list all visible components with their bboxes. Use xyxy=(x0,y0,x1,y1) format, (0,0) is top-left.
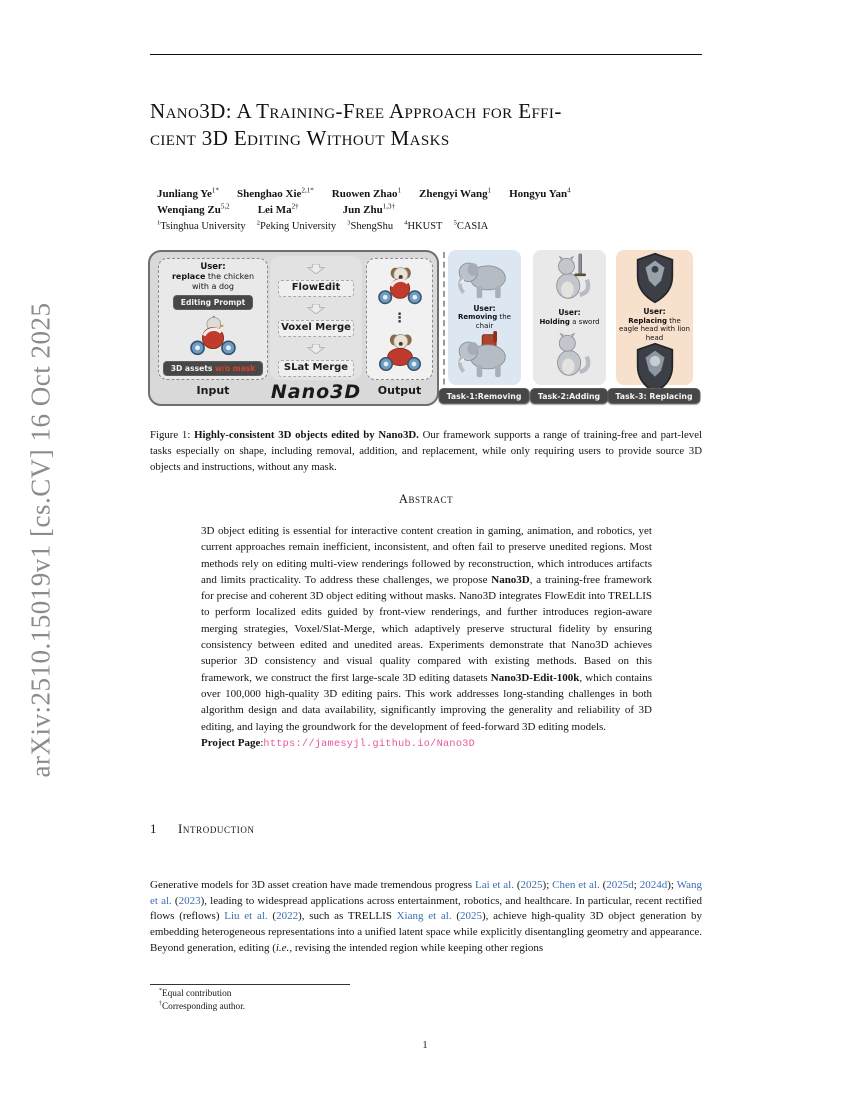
arxiv-watermark: arXiv:2510.15019v1 [cs.CV] 16 Oct 2025 xyxy=(25,302,56,778)
citation-link[interactable]: 2025 xyxy=(520,879,543,891)
down-arrow-icon xyxy=(305,299,327,318)
task-3-panel xyxy=(616,250,693,385)
text-segment: ShengShu xyxy=(350,221,394,232)
chicken-toy-car-image xyxy=(187,312,239,360)
text-segment: the chair xyxy=(475,313,511,330)
paper-title xyxy=(150,98,710,152)
authors-line-2 xyxy=(157,202,712,218)
citation-link[interactable]: 2022 xyxy=(276,910,299,923)
citation-link[interactable]: 2023 xyxy=(178,894,201,907)
task-2-instruction: User: Holding a sword xyxy=(539,308,600,326)
footnotes xyxy=(150,988,550,1013)
text-segment: 1 xyxy=(157,219,161,227)
authors-line-1 xyxy=(157,186,712,202)
text-segment: 3 xyxy=(347,219,351,227)
text-segment: ( xyxy=(267,910,277,923)
elephant-image xyxy=(454,252,516,304)
text-segment: Nano3D-Edit-100k xyxy=(490,671,580,684)
citation-link[interactable]: 2025 xyxy=(460,910,483,923)
input-prompt-line-2: with a dog xyxy=(191,282,234,291)
text-segment: ( xyxy=(451,910,461,923)
affiliations xyxy=(157,219,712,235)
output-panel xyxy=(366,258,433,380)
elephant-with-chair-image xyxy=(454,331,516,383)
abstract-heading: Abstract xyxy=(398,492,454,506)
text-segment: 1 xyxy=(487,186,492,195)
citation-link[interactable]: Lai et al. xyxy=(474,879,514,891)
text-segment: w/o mask xyxy=(215,364,256,373)
task-3-instruction: User: Replacing the eagle head with lion head xyxy=(619,307,690,342)
text-segment: Jun Zhu xyxy=(342,204,383,216)
shield-eagle-image xyxy=(632,252,678,308)
editing-prompt-badge: Editing Prompt xyxy=(173,295,253,310)
text-segment: Our framework supports a range of training-free and part-level tasks especially on shape, including removal, addition, and replacement, while only requiring users to provide source 3D objects and instructions, without any mask. xyxy=(150,429,702,473)
text-segment: 5,2 xyxy=(220,202,230,211)
figure-divider xyxy=(443,252,445,404)
section-title: Introduction xyxy=(178,821,255,836)
text-segment: Nano3D xyxy=(491,573,530,586)
citation-link[interactable]: 2025d xyxy=(606,879,634,891)
text-segment: the eagle head with lion head xyxy=(619,316,690,342)
dragon-image xyxy=(546,329,594,383)
citation-link[interactable]: Wang et al. xyxy=(150,879,702,907)
text-segment: * xyxy=(159,987,162,994)
task-1-panel xyxy=(448,250,521,385)
text-segment: Ruowen Zhao xyxy=(331,188,398,200)
text-segment: 2 xyxy=(256,219,261,227)
text-segment: Removing xyxy=(458,313,498,322)
pipeline-step-slat-merge: SLat Merge xyxy=(278,360,354,377)
project-page-line xyxy=(201,735,652,753)
text-segment: , which contains over 100,000 high-quality 3D editing pairs. This work addresses long-standing challenges in both algorithm design and data availability, significantly improving the generality and reliability of 3D editing, and laying the groundwork for the development of feed-forward 3D editing models. xyxy=(201,671,652,733)
text-segment: , revising the intended region while keeping other regions xyxy=(289,941,544,954)
text-segment: Zhengyi Wang xyxy=(419,188,488,200)
citation-link[interactable]: Liu et al. xyxy=(224,910,268,923)
text-segment: 4 xyxy=(404,219,408,227)
text-segment: Generative models for 3D asset creation have made tremendous progress xyxy=(150,879,475,891)
text-segment: : xyxy=(260,736,264,749)
citation-link[interactable]: Xiang et al. xyxy=(396,910,452,923)
paper-title-line-2: cient 3D Editing Without Masks xyxy=(150,126,450,150)
task-2-badge: Task-2:Adding xyxy=(530,388,608,404)
section-heading-introduction xyxy=(150,821,255,837)
text-segment: ), such as TRELLIS xyxy=(298,910,397,923)
task-2-panel xyxy=(533,250,606,385)
footnote-rule xyxy=(150,984,350,985)
figure-caption xyxy=(150,427,702,475)
text-segment: 1 xyxy=(397,186,401,195)
text-segment: replace xyxy=(171,272,206,281)
text-segment: 1* xyxy=(211,186,219,195)
text-segment: Replacing xyxy=(628,316,668,325)
text-segment: Hongyu Yan xyxy=(509,188,568,200)
citation-link[interactable]: Chen et al. xyxy=(552,879,600,891)
3d-assets-badge xyxy=(163,361,264,376)
page-number: 1 xyxy=(422,1040,428,1051)
text-segment: ( xyxy=(599,879,607,891)
text-segment: Wenqiang Zu xyxy=(157,204,221,216)
text-segment: ), leading to widespread applications across entertainment, robotics, and healthcare. In particular, recent rectified flows (reflows) xyxy=(150,894,702,923)
text-segment: Peking University xyxy=(260,221,337,232)
input-prompt-line-1 xyxy=(172,272,254,282)
task-1-badge: Task-1:Removing xyxy=(439,388,530,404)
nano3d-brand-label: Nano3D xyxy=(270,381,362,403)
text-segment: ( xyxy=(171,894,179,907)
input-panel xyxy=(158,258,268,380)
text-segment: 5 xyxy=(453,219,457,227)
header-rule xyxy=(150,54,702,55)
text-segment: ( xyxy=(514,879,521,891)
footnote-corresponding-author xyxy=(150,1001,550,1014)
text-segment: Tsinghua University xyxy=(160,221,246,232)
task-1-instruction: User: Removing the chair xyxy=(458,303,511,330)
text-segment: , a training-free framework for precise and coherent 3D object editing without masks. Nano3D integrates FlowEdit into TRELLIS to perform localized edits guided by front-view renderings, and further introduces region-aware merging strategies, Voxel/Slat-Merge, which adaptively preserve structural fidelity by ensuring consistency between edited and unedited areas. Experiments demonstrate that Nano3D achieves superior 3D consistency and visual quality compared with existing methods. Based on this framework, we construct the first large-scale 3D editing datasets xyxy=(201,573,652,684)
text-segment: 1,3† xyxy=(382,202,396,211)
text-segment: Shenghao Xie xyxy=(236,188,302,200)
pipeline-step-voxel-merge: Voxel Merge xyxy=(278,320,354,337)
text-segment: Equal contribution xyxy=(161,989,232,999)
project-page-link[interactable]: https://jamesyjl.github.io/Nano3D xyxy=(263,738,476,750)
text-segment: 4 xyxy=(567,186,571,195)
nano3d-pipeline-panel xyxy=(270,256,362,380)
abstract-paragraph xyxy=(201,525,652,733)
text-segment: 3D assets xyxy=(170,364,216,373)
text-segment: Project Page xyxy=(201,736,261,749)
section-number: 1 xyxy=(150,821,157,836)
output-label: Output xyxy=(377,384,422,397)
text-segment: ), achieve high-quality 3D object generation by embedding heterogeneous representations into a unified latent space while explicitly disentangling geometry and appearance. Beyond generation, editing ( xyxy=(150,910,702,954)
down-arrow-icon xyxy=(305,259,327,278)
text-segment: Highly-consistent 3D objects edited by Nano3D. xyxy=(194,429,419,441)
text-segment: ); xyxy=(667,879,677,891)
dragon-with-sword-image xyxy=(546,252,594,306)
text-segment: Holding xyxy=(539,317,570,326)
figure-1 xyxy=(148,250,702,408)
citation-link[interactable]: 2024d xyxy=(639,879,668,891)
pipeline-overview-panel xyxy=(148,250,439,406)
text-segment: Junliang Ye xyxy=(157,188,212,200)
intro-paragraph xyxy=(150,878,702,957)
text-segment: † xyxy=(159,1000,162,1007)
text-segment: ); xyxy=(542,879,553,891)
text-segment: Corresponding author. xyxy=(161,1001,246,1012)
task-3-badge: Task-3: Replacing xyxy=(607,388,700,404)
vertical-ellipsis-icon: ⋮ xyxy=(393,311,406,326)
dog-toy-car-image xyxy=(375,329,425,375)
input-user-label: User: xyxy=(200,262,226,272)
text-segment: i.e. xyxy=(275,941,290,954)
down-arrow-icon xyxy=(305,339,327,358)
footnote-equal-contribution xyxy=(150,988,550,1001)
author-block xyxy=(157,186,712,235)
text-segment: Figure 1: xyxy=(150,429,195,441)
paper-title-line-1: Nano3D: A Training-Free Approach for Effi- xyxy=(150,99,562,123)
dog-toy-car-image xyxy=(375,263,425,309)
text-segment: Lei Ma xyxy=(257,204,292,216)
input-label: Input xyxy=(196,384,230,397)
text-segment: CASIA xyxy=(456,221,489,232)
text-segment: a sword xyxy=(569,317,600,326)
text-segment: ; xyxy=(633,879,640,891)
text-segment: 2† xyxy=(291,202,299,211)
text-segment: the chicken xyxy=(205,272,255,281)
text-segment: 3D object editing is essential for interactive content creation in gaming, animation, and robotics, yet current approaches remain inefficient, inconsistent, and often fail to preserve unedited regions. Most methods rely on editing multi-view renderings followed by reconstruction, which introduces artifacts and limits practicality. To address these challenges, we propose xyxy=(201,525,652,586)
abstract-text xyxy=(201,523,652,753)
text-segment: 2,1* xyxy=(301,186,314,195)
pipeline-step-flowedit: FlowEdit xyxy=(278,280,354,297)
text-segment: HKUST xyxy=(407,221,443,232)
